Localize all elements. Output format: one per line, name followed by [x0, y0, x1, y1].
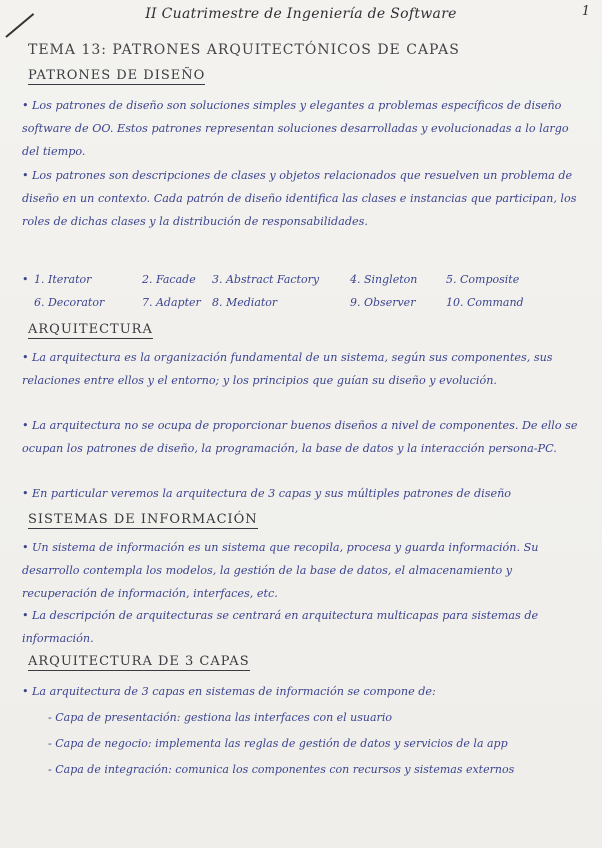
- paragraph-text: La descripción de arquitecturas se centrará en arquitectura multicapas para sistemas de información.: [22, 609, 539, 645]
- bullet-icon: •: [22, 609, 29, 622]
- paragraph-text: La arquitectura es la organización fundamental de un sistema, según sus componentes, sus relaciones entre ellos y el entorno; y los principios que guían su diseño y evolución.: [22, 351, 553, 387]
- bullet-icon: •: [22, 487, 29, 500]
- pattern-list: [22, 268, 582, 314]
- paragraph-text: En particular veremos la arquitectura de 3 capas y sus múltiples patrones de diseño: [32, 487, 512, 500]
- paragraph-sistemas-1: [22, 536, 582, 605]
- layer-item-integracion: - Capa de integración: comunica los componentes con recursos y sistemas externos: [48, 763, 515, 776]
- pattern-item: 10. Command: [446, 296, 524, 309]
- paragraph-tres-capas-intro: [22, 680, 582, 703]
- layer-item-presentacion: - Capa de presentación: gestiona las interfaces con el usuario: [48, 711, 392, 724]
- heading-arquitectura: ARQUITECTURA: [28, 322, 153, 337]
- pattern-item: 4. Singleton: [350, 273, 418, 286]
- pattern-item: 3. Abstract Factory: [212, 273, 320, 286]
- bullet-icon: •: [22, 685, 29, 698]
- paragraph-sistemas-2: [22, 604, 582, 650]
- bullet-icon: •: [22, 99, 29, 112]
- topic-title: TEMA 13: PATRONES ARQUITECTÓNICOS DE CAPAS: [28, 42, 460, 58]
- heading-sistemas: SISTEMAS DE INFORMACIÓN: [28, 512, 258, 527]
- bullet-icon: •: [22, 169, 29, 182]
- pattern-row-1: [22, 268, 582, 291]
- paragraph-arquitectura-2: [22, 414, 582, 460]
- bullet-icon: •: [22, 419, 29, 432]
- bullet-icon: •: [22, 273, 29, 286]
- paragraph-arquitectura-1: [22, 346, 582, 392]
- paragraph-text: Los patrones de diseño son soluciones simples y elegantes a problemas específicos de diseño software de OO. Estos patrones representan soluciones desarrolladas y evolucionadas a lo largo del tiempo.: [22, 99, 569, 158]
- bullet-icon: •: [22, 351, 29, 364]
- pattern-item: 9. Observer: [350, 296, 416, 309]
- paragraph-patrones-1: [22, 94, 582, 163]
- pattern-item: 7. Adapter: [142, 296, 201, 309]
- pattern-item: 8. Mediator: [212, 296, 278, 309]
- pattern-item: 5. Composite: [446, 273, 520, 286]
- paragraph-text: Los patrones son descripciones de clases y objetos relacionados que resuelven un problema de diseño en un contexto. Cada patrón de diseño identifica las clases e instancias que participan, los roles de dichas clases y la distribución de responsabilidades.: [22, 169, 577, 228]
- page-number: 1: [581, 4, 590, 19]
- paragraph-arquitectura-3: [22, 482, 582, 505]
- paragraph-text: La arquitectura de 3 capas en sistemas de información se compone de:: [32, 685, 436, 698]
- pattern-item: 6. Decorator: [34, 296, 105, 309]
- paragraph-text: La arquitectura no se ocupa de proporcionar buenos diseños a nivel de componentes. De ello se ocupan los patrones de diseño, la programación, la base de datos y la interacción persona-PC.: [22, 419, 578, 455]
- layer-item-negocio: - Capa de negocio: implementa las reglas de gestión de datos y servicios de la app: [48, 737, 508, 750]
- pattern-item: 1. Iterator: [34, 273, 92, 286]
- heading-tres-capas: ARQUITECTURA DE 3 CAPAS: [28, 654, 250, 669]
- bullet-icon: •: [22, 541, 29, 554]
- heading-patrones: PATRONES DE DISEÑO: [28, 68, 206, 83]
- pattern-row-2: [22, 291, 582, 314]
- paragraph-text: Un sistema de información es un sistema que recopila, procesa y guarda información. Su desarrollo contempla los modelos, la gestión de la base de datos, el almacenamiento y recuperación de información, interfaces, etc.: [22, 541, 539, 600]
- pattern-item: 2. Facade: [142, 273, 196, 286]
- paragraph-patrones-2: [22, 164, 582, 233]
- page-header: II Cuatrimestre de Ingeniería de Software: [145, 6, 457, 22]
